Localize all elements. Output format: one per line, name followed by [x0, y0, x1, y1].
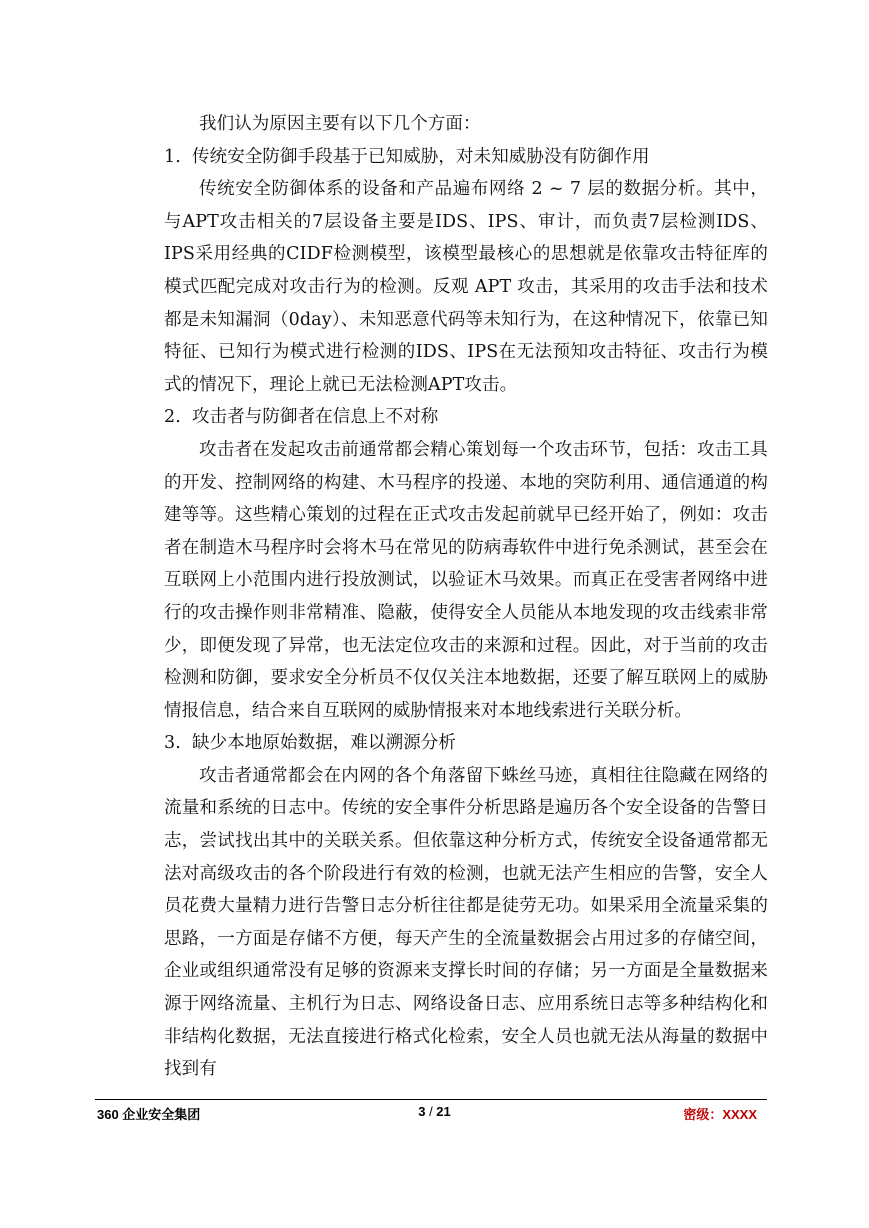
page-total: 21: [436, 1104, 451, 1119]
section-body-1: 传统安全防御体系的设备和产品遍布网络 2 ~ 7 层的数据分析。其中，与APT攻击相关的7层设备主要是IDS、IPS、审计，而负责7层检测IDS、IPS采用经典的CIDF检测模型，该模型最核心的思想就是依靠攻击特征库的模式匹配完成对攻击行为的检测。反观 APT 攻击，其采用的攻击手法和技术都是未知漏洞（0day）、未知恶意代码等未知行为，在这种情况下，依靠已知特征、已知行为模式进行检测的IDS、IPS在无法预知攻击特征、攻击行为模式的情况下，理论上就已无法检测APT攻击。: [164, 179, 768, 395]
page-current: 3: [418, 1104, 426, 1119]
intro-paragraph: 我们认为原因主要有以下几个方面：: [199, 114, 481, 134]
section-body-2: 攻击者在发起攻击前通常都会精心策划每一个攻击环节，包括：攻击工具的开发、控制网络的构建、木马程序的投递、本地的突防利用、通信通道的构建等等。这些精心策划的过程在正式攻击发起前就早已经开始了，例如：攻击者在制造木马程序时会将木马在常见的防病毒软件中进行免杀测试，甚至会在互联网上小范围内进行投放测试，以验证木马效果。而真正在受害者网络中进行的攻击操作则非常精准、隐蔽，使得安全人员能从本地发现的攻击线索非常少，即便发现了异常，也无法定位攻击的来源和过程。因此，对于当前的攻击检测和防御，要求安全分析员不仅仅关注本地数据，还要了解互联网上的威胁情报信息，结合来自互联网的威胁情报来对本地线索进行关联分析。: [164, 439, 768, 721]
section-heading-2: [164, 401, 768, 434]
page-separator: /: [425, 1104, 437, 1119]
footer-company: 360 企业安全集团: [97, 1107, 201, 1122]
section-title: 攻击者与防御者在信息上不对称: [192, 407, 439, 428]
section-body-3: 攻击者通常都会在内网的各个角落留下蛛丝马迹，真相往往隐藏在网络的流量和系统的日志中。传统的安全事件分析思路是遍历各个安全设备的告警日志，尝试找出其中的关联关系。但依靠这种分析方式，传统安全设备通常都无法对高级攻击的各个阶段进行有效的检测，也就无法产生相应的告警，安全人员花费大量精力进行告警日志分析往往都是徒劳无功。如果采用全流量采集的思路，一方面是存储不方便，每天产生的全流量数据会占用过多的存储空间，企业或组织通常没有足够的资源来支撑长时间的存储；另一方面是全量数据来源于网络流量、主机行为日志、网络设备日志、应用系统日志等多种结构化和非结构化数据，无法直接进行格式化检索，安全人员也就无法从海量的数据中找到有: [164, 765, 768, 1080]
section-title: 传统安全防御手段基于已知威胁，对未知威胁没有防御作用: [192, 146, 650, 167]
section-number: 1.: [164, 146, 181, 167]
section-heading-3: [164, 727, 768, 760]
section-number: 3.: [164, 733, 181, 754]
section-heading-1: [164, 141, 768, 174]
section-title: 缺少本地原始数据，难以溯源分析: [192, 733, 456, 754]
footer-divider: [95, 1099, 767, 1100]
document-body: [164, 108, 768, 1086]
section-number: 2.: [164, 407, 181, 428]
footer-classification: 密级：XXXX: [683, 1107, 757, 1122]
